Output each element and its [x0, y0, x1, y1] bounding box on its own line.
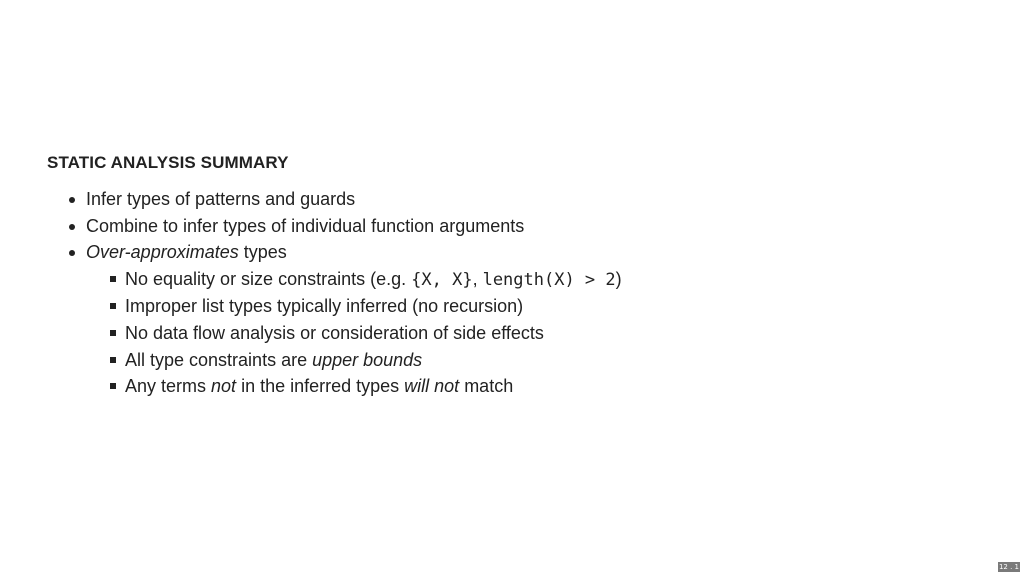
bullet-square-icon — [110, 357, 116, 363]
sub-item-text: All type constraints are — [125, 349, 313, 370]
sub-item-text: ) — [615, 268, 622, 289]
emphasis-text: will not — [404, 376, 460, 397]
slide-title: STATIC ANALYSIS SUMMARY — [47, 153, 289, 172]
sub-list-item — [86, 293, 987, 320]
bullet-square-icon — [110, 303, 116, 309]
list-item-text: Infer types of patterns and guards — [86, 189, 356, 209]
sub-item-text: match — [459, 376, 514, 397]
list-item-text: types — [238, 242, 287, 263]
sub-item-text: No equality or size constraints (e.g. — [125, 268, 412, 289]
bullet-square-icon — [110, 330, 116, 336]
bullet-dot-icon — [69, 224, 75, 230]
sub-item-text: Any terms — [125, 376, 212, 397]
sub-list-item — [86, 347, 987, 374]
slide-content — [47, 150, 987, 400]
sub-list-item — [86, 373, 987, 400]
bullet-list — [47, 186, 987, 400]
list-item — [47, 213, 987, 240]
slide-number-badge: 12 . 1 — [998, 563, 1020, 571]
bullet-square-icon — [110, 276, 116, 282]
sub-list-item — [86, 320, 987, 347]
sub-item-text: No data flow analysis or consideration of side effects — [125, 322, 544, 343]
emphasis-text: Over-approximates — [86, 242, 239, 263]
code-snippet: {X, X} — [411, 269, 473, 290]
sub-item-text: in the inferred types — [236, 376, 405, 397]
sub-bullet-list — [86, 266, 987, 400]
code-snippet: length(X) > 2 — [482, 269, 616, 290]
sub-list-item — [86, 266, 987, 294]
bullet-dot-icon — [69, 250, 75, 256]
list-item — [47, 239, 987, 400]
emphasis-text: not — [211, 376, 237, 397]
list-item — [47, 186, 987, 213]
emphasis-text: upper bounds — [312, 349, 423, 370]
sub-item-text: Improper list types typically inferred (no recursion) — [125, 296, 524, 317]
bullet-square-icon — [110, 383, 116, 389]
sub-item-text: , — [472, 268, 483, 289]
bullet-dot-icon — [69, 197, 75, 203]
list-item-text: Combine to infer types of individual function arguments — [86, 215, 525, 236]
